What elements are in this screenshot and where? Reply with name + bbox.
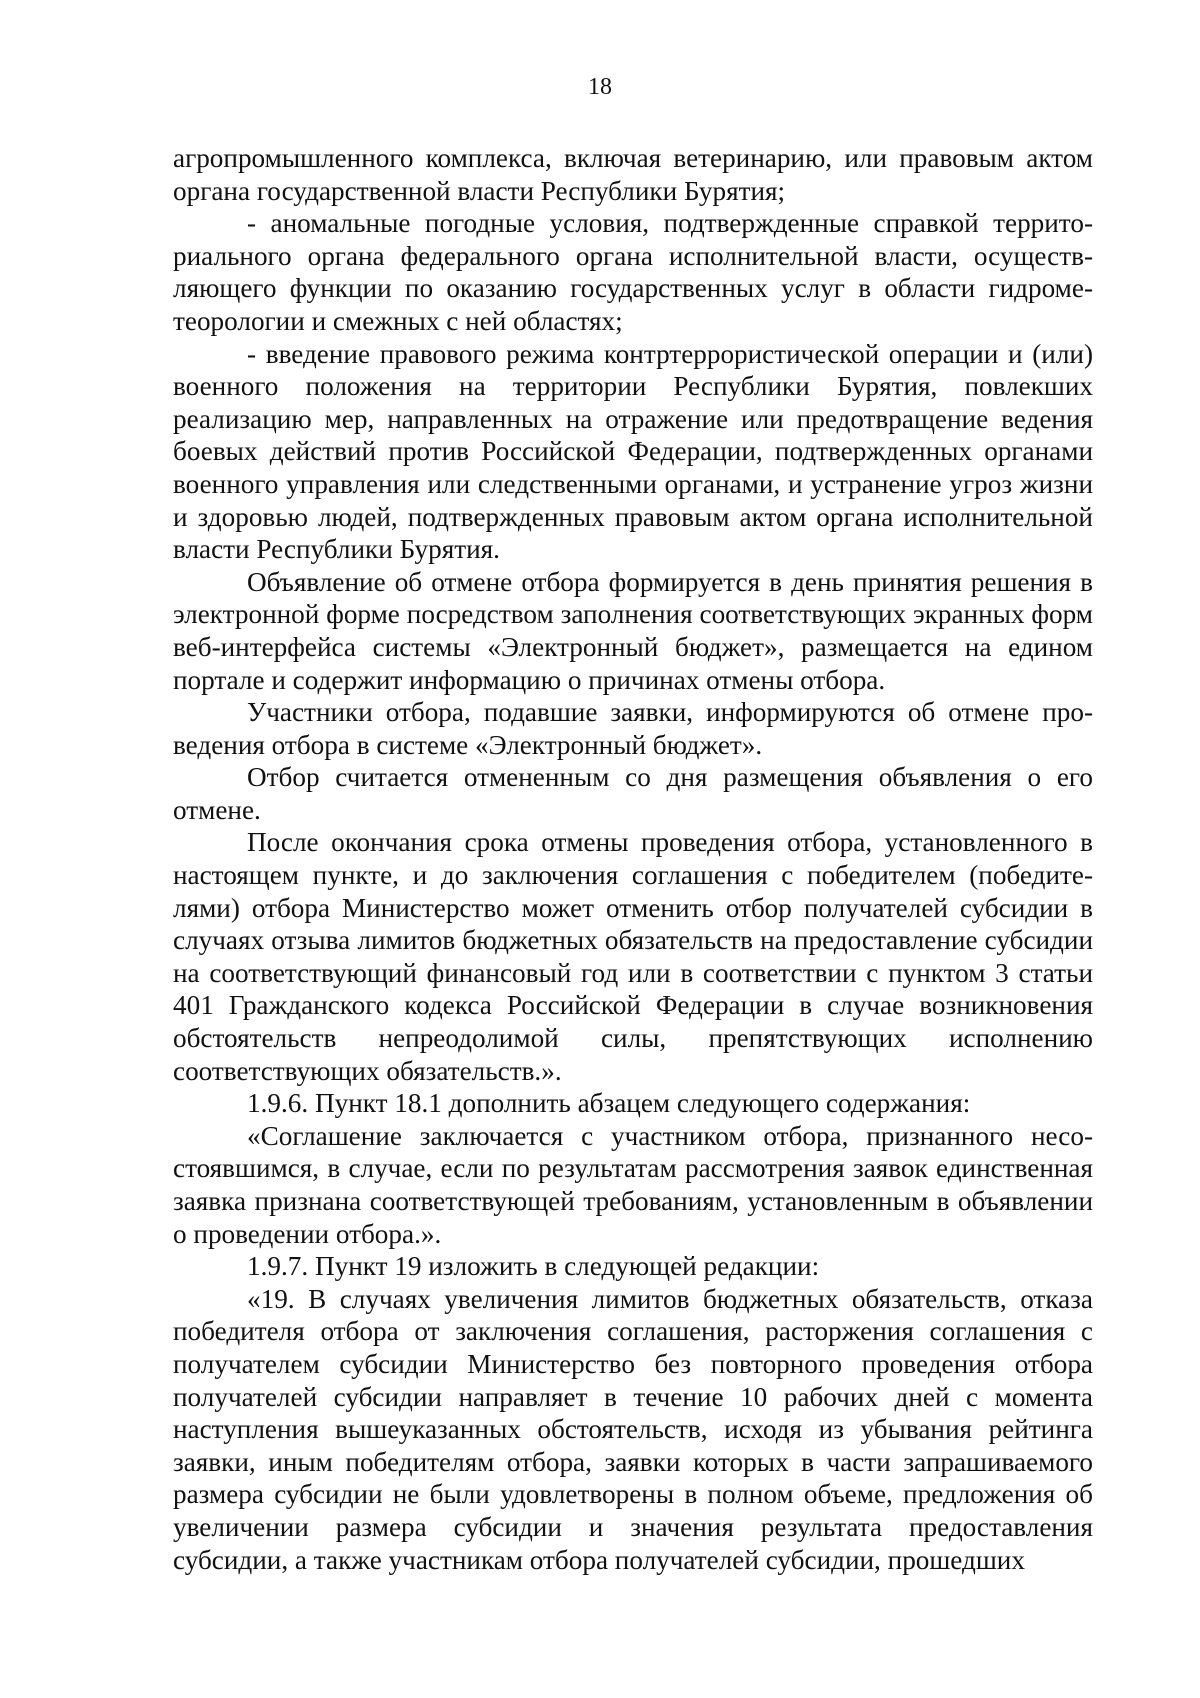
paragraph-clause-1-9-7: 1.9.7. Пункт 19 изложить в следующей редакции: (247, 1251, 820, 1282)
paragraph-continuation: агропромышленного комплекса, включая ветеринарию, или правовым актом органа государственной власти Республики Бурятия; (173, 143, 1093, 206)
paragraph-weather-conditions: - аномальные погодные условия, подтвержденные справкой территориального органа федерального органа исполнительной власти, осуществляющего функции по оказанию государственных услуг в области гидрометеорологии и смежных с ней областях; (173, 208, 1093, 336)
paragraph-after-cancellation-deadline: После окончания срока отмены проведения отбора, установленного в настоящем пункте, и до заключения соглашения с победителем (победителями) отбора Министерство может отменить отбор получателей субсидии в случаях отзыва лимитов бюджетных обязательств на предоставление субсидии на соответствующий финансовый год или в соответствии с пунктом 3 статьи 401 Гражданского кодекса Российской Федерации в случае возникновения обстоятельств непреодолимой силы, препятствующих исполнению соответствующих обязательств.». (173, 827, 1093, 1086)
document-body (173, 142, 1093, 1576)
paragraph-clause-1-9-6: 1.9.6. Пункт 18.1 дополнить абзацем следующего содержания: (247, 1088, 971, 1119)
paragraph-clause-19: «19. В случаях увеличения лимитов бюджетных обязательств, отказа победителя отбора от заключения соглашения, расторжения соглашения с получателем субсидии Министерство без повторного проведения отбора получателей субсидии направляет в течение 10 рабочих дней с момента наступления вышеуказанных обстоятельств, исходя из убывания рейтинга заявки, иным победителям отбора, заявки которых в части запрашиваемого размера субсидии не были удовлетворены в полном объеме, предложения об увеличении размера субсидии и значения результата предоставления субсидии, а также участникам отбора получателей субсидии, прошедших (173, 1283, 1093, 1575)
paragraph-participants-informed: Участники отбора, подавшие заявки, информируются об отмене проведения отбора в системе «Электронный бюджет». (173, 697, 1093, 760)
paragraph-selection-cancelled: Отбор считается отмененным со дня размещения объявления о его отмене. (173, 762, 1093, 825)
paragraph-agreement-concluded: «Соглашение заключается с участником отбора, признанного несостоявшимся, в случае, если по результатам рассмотрения заявок единственная заявка признана соответствующей требованиям, установленным в объявлении о проведении отбора.». (173, 1120, 1093, 1249)
paragraph-cancellation-announcement: Объявление об отмене отбора формируется в день принятия решения в электронной форме посредством заполнения соответствующих экранных форм веб-интерфейса системы «Электронный бюджет», размещается на едином портале и содержит информацию о причинах отмены отбора. (173, 566, 1093, 695)
page-number: 18 (588, 74, 612, 100)
paragraph-counterterrorism-regime: - введение правового режима контртеррористической операции и (или) военного положения на территории Республики Бурятия, повлекших реализацию мер, направленных на отражение или предотвращение ведения боевых действий против Российской Федерации, подтвержденных органами военного управления или следственными органами, и устранение угроз жизни и здоровью людей, подтвержденных правовым актом органа исполнительной власти Республики Бурятия. (173, 338, 1093, 565)
